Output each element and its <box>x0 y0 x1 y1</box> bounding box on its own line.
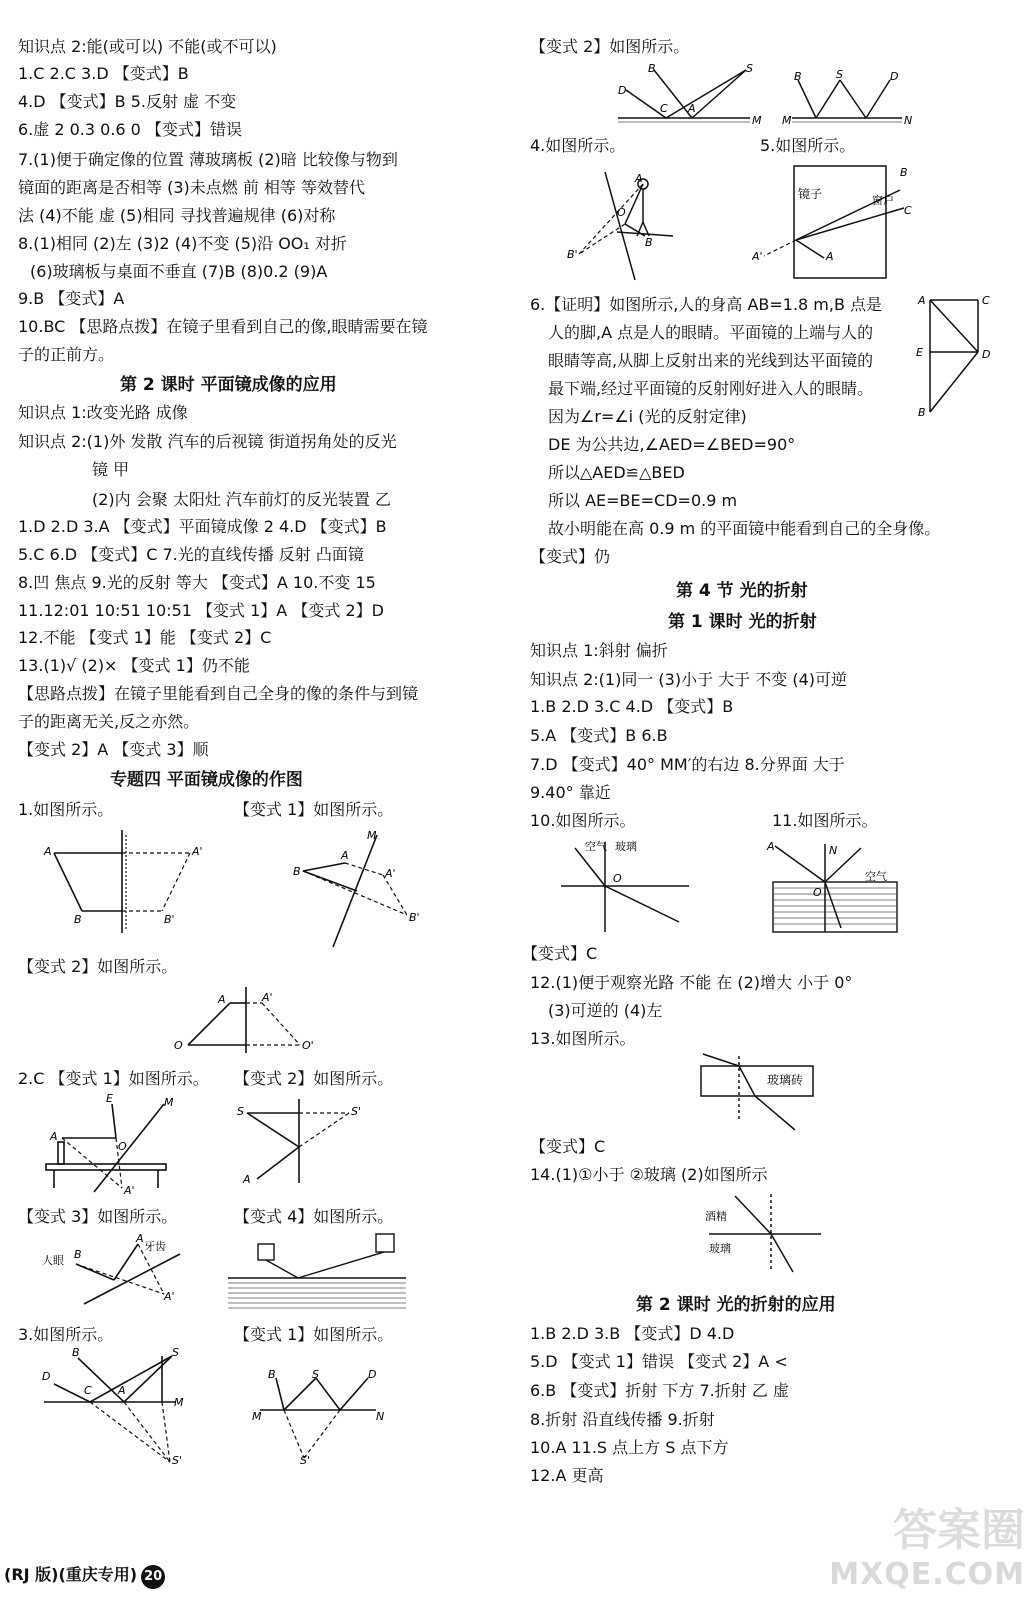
svg-text:A: A <box>50 1130 58 1143</box>
text-line: 【变式 1】如图所示。 <box>234 1325 394 1344</box>
svg-text:C: C <box>660 102 668 115</box>
figure-2-variant-1 <box>40 1092 180 1200</box>
figure-1-variant-1 <box>285 825 425 950</box>
section-title: 专题四 平面镜成像的作图 <box>110 770 303 790</box>
svg-text:B: B <box>72 1348 80 1359</box>
svg-text:A: A <box>918 294 926 307</box>
figure-14-right <box>705 1192 825 1274</box>
text-line: 14.(1)①小于 ②玻璃 (2)如图所示 <box>530 1165 768 1184</box>
figure-2-variant-4 <box>228 1230 408 1312</box>
svg-text:E: E <box>916 346 923 359</box>
figure-6-right <box>910 292 1000 420</box>
text-line: 【变式 2】如图所示。 <box>530 37 690 56</box>
figure-13-right <box>695 1052 825 1134</box>
figure-4-right <box>565 162 675 282</box>
svg-text:A: A <box>688 102 696 115</box>
figure-5-right <box>752 162 922 282</box>
text-line: 所以 AE=BE=CD=0.9 m <box>548 491 738 510</box>
text-line: 镜 甲 <box>92 460 130 479</box>
svg-text:A: A <box>243 1173 251 1185</box>
text-line: 13.如图所示。 <box>530 1029 636 1048</box>
svg-text:B: B <box>900 166 908 179</box>
svg-text:A: A <box>826 250 834 263</box>
svg-text:O: O <box>613 872 622 885</box>
text-line: 镜面的距离是否相等 (3)未点燃 前 相等 等效替代 <box>18 178 366 197</box>
text-line: 5.D 【变式 1】错误 【变式 2】A < <box>530 1352 788 1371</box>
svg-text:玻璃: 玻璃 <box>615 840 637 853</box>
svg-text:N: N <box>904 114 912 127</box>
svg-text:D: D <box>890 70 899 83</box>
svg-text:玻璃砖: 玻璃砖 <box>767 1073 804 1087</box>
svg-text:M: M <box>782 114 792 127</box>
text-line: 13.(1)√ (2)× 【变式 1】仍不能 <box>18 656 250 675</box>
svg-text:O: O <box>813 886 822 899</box>
svg-text:B': B' <box>567 248 578 261</box>
text-line: 4.如图所示。 <box>530 136 626 155</box>
text-line: 5.如图所示。 <box>760 136 856 155</box>
svg-text:D: D <box>982 348 991 361</box>
text-line: 1.B 2.D 3.C 4.D 【变式】B <box>530 697 734 716</box>
svg-text:S: S <box>746 62 753 75</box>
text-line: 知识点 1:斜射 偏折 <box>530 641 668 660</box>
svg-text:A': A' <box>752 250 763 263</box>
svg-text:O: O <box>174 1039 183 1052</box>
text-line: 12.(1)便于观察光路 不能 在 (2)增大 小于 0° <box>530 973 853 992</box>
text-line: 8.(1)相同 (2)左 (3)2 (4)不变 (5)沿 OO₁ 对折 <box>18 234 347 253</box>
text-line: 6.B 【变式】折射 下方 7.折射 乙 虚 <box>530 1381 789 1400</box>
text-line: 子的距离无关,反之亦然。 <box>18 712 200 731</box>
svg-text:A': A' <box>164 1290 175 1303</box>
text-line: 7.D 【变式】40° MM′的右边 8.分界面 大于 <box>530 755 845 774</box>
text-line: 故小明能在高 0.9 m 的平面镜中能看到自己的全身像。 <box>548 519 941 538</box>
figure-variant-2-right <box>612 62 912 130</box>
text-line: 1.如图所示。 <box>18 800 114 819</box>
page-number: 20 <box>141 1565 165 1589</box>
text-line: 【变式 3】如图所示。 <box>18 1207 178 1226</box>
svg-text:S': S' <box>300 1454 311 1465</box>
figure-1-variant-2 <box>168 985 328 1055</box>
footer-text: (RJ 版)(重庆专用) <box>4 1565 138 1584</box>
text-line: 知识点 2:(1)同一 (3)小于 大于 不变 (4)可逆 <box>530 670 847 689</box>
text-line: 9.40° 靠近 <box>530 783 611 802</box>
svg-text:A: A <box>136 1232 144 1245</box>
svg-text:A: A <box>218 993 226 1006</box>
svg-text:S': S' <box>351 1105 362 1118</box>
svg-text:A: A <box>118 1384 126 1397</box>
svg-text:M: M <box>252 1410 262 1423</box>
text-line: 11.如图所示。 <box>772 811 878 830</box>
watermark-logo: 答案圈 <box>893 1505 1025 1556</box>
svg-text:E: E <box>106 1092 113 1105</box>
section-title: 第 2 课时 平面镜成像的应用 <box>120 375 337 395</box>
svg-text:N: N <box>376 1410 385 1423</box>
footer <box>4 1562 165 1589</box>
text-line: 12.不能 【变式 1】能 【变式 2】C <box>18 628 272 647</box>
text-line: 5.C 6.D 【变式】C 7.光的直线传播 反射 凸面镜 <box>18 545 364 564</box>
figure-1 <box>40 825 230 935</box>
svg-text:M: M <box>752 114 762 127</box>
svg-text:M: M <box>174 1396 184 1409</box>
figure-10-right <box>555 836 695 936</box>
svg-text:B: B <box>74 1248 82 1261</box>
section-title: 第 2 课时 光的折射的应用 <box>636 1295 836 1315</box>
svg-text:M: M <box>367 829 377 842</box>
text-line: (2)内 会聚 太阳灶 汽车前灯的反光装置 乙 <box>92 490 392 509</box>
text-line: 4.D 【变式】B 5.反射 虚 不变 <box>18 92 237 111</box>
svg-text:S': S' <box>172 1454 183 1467</box>
text-line: 因为∠r=∠i (光的反射定律) <box>548 407 747 426</box>
text-line: 6.【证明】如图所示,人的身高 AB=1.8 m,B 点是 <box>530 295 883 314</box>
svg-text:B': B' <box>409 911 420 924</box>
svg-text:A: A <box>767 840 775 853</box>
svg-text:窗户: 窗户 <box>872 194 894 207</box>
section-title: 第 1 课时 光的折射 <box>668 612 817 632</box>
text-line: 1.C 2.C 3.D 【变式】B <box>18 64 189 83</box>
svg-text:C: C <box>84 1384 92 1397</box>
text-line: 9.B 【变式】A <box>18 289 125 308</box>
text-line: 人的脚,A 点是人的眼睛。平面镜的上端与人的 <box>548 323 874 342</box>
text-line: 【变式 1】如图所示。 <box>234 800 394 819</box>
text-line: 8.凹 焦点 9.光的反射 等大 【变式】A 10.不变 15 <box>18 573 376 592</box>
svg-text:B: B <box>74 913 82 926</box>
svg-text:O: O <box>617 206 626 219</box>
watermark-url: MXQE.COM <box>829 1557 1025 1592</box>
svg-text:M: M <box>164 1096 174 1109</box>
text-line: 所以△AED≌△BED <box>548 463 685 482</box>
text-line: 知识点 2:能(或可以) 不能(或不可以) <box>18 37 277 56</box>
text-line: 8.折射 沿直线传播 9.折射 <box>530 1410 715 1429</box>
figure-3-variant-1 <box>252 1370 392 1465</box>
text-line: 【变式 2】A 【变式 3】顺 <box>18 740 209 759</box>
text-line: 5.A 【变式】B 6.B <box>530 726 668 745</box>
text-line: 【变式】仍 <box>530 547 611 566</box>
svg-text:酒精: 酒精 <box>705 1210 727 1223</box>
text-line: (6)玻璃板与桌面不垂直 (7)B (8)0.2 (9)A <box>30 262 328 281</box>
svg-text:B: B <box>794 70 802 83</box>
svg-text:A': A' <box>262 991 273 1004</box>
svg-text:B: B <box>648 62 656 75</box>
figure-11-right <box>765 836 905 936</box>
text-line: 知识点 2:(1)外 发散 汽车的后视镜 街道拐角处的反光 <box>18 432 397 451</box>
svg-text:S: S <box>237 1105 244 1118</box>
svg-text:O: O <box>118 1140 127 1153</box>
svg-text:C: C <box>982 294 990 307</box>
svg-text:C: C <box>904 204 912 217</box>
text-line: 【变式 2】如图所示。 <box>18 957 178 976</box>
text-line: 【变式】C <box>522 944 598 963</box>
figure-2-variant-2 <box>235 1095 375 1185</box>
svg-text:D: D <box>618 84 627 97</box>
text-line: 3.如图所示。 <box>18 1325 114 1344</box>
text-line: 10.BC 【思路点拨】在镜子里看到自己的像,眼睛需要在镜 <box>18 317 428 336</box>
text-line: (3)可逆的 (4)左 <box>548 1001 663 1020</box>
text-line: 7.(1)便于确定像的位置 薄玻璃板 (2)暗 比较像与物到 <box>18 150 398 169</box>
svg-text:玻璃: 玻璃 <box>709 1242 731 1255</box>
text-line: 12.A 更高 <box>530 1466 604 1485</box>
svg-text:A': A' <box>192 845 203 858</box>
svg-text:A: A <box>44 845 52 858</box>
text-line: 1.D 2.D 3.A 【变式】平面镜成像 2 4.D 【变式】B <box>18 517 387 536</box>
text-line: 【思路点拨】在镜子里能看到自己全身的像的条件与到镜 <box>18 684 419 703</box>
svg-text:B: B <box>268 1370 276 1381</box>
svg-text:O': O' <box>302 1039 314 1052</box>
section-title: 第 4 节 光的折射 <box>676 581 808 601</box>
text-line: 【变式】C <box>530 1137 606 1156</box>
text-line: 6.虚 2 0.3 0.6 0 【变式】错误 <box>18 120 242 139</box>
svg-text:A: A <box>341 849 349 862</box>
svg-text:镜子: 镜子 <box>798 187 823 201</box>
svg-text:S: S <box>836 68 843 81</box>
text-line: DE 为公共边,∠AED=∠BED=90° <box>548 435 796 454</box>
svg-text:B': B' <box>164 913 175 926</box>
svg-text:B: B <box>918 406 926 419</box>
svg-text:牙齿: 牙齿 <box>144 1240 166 1253</box>
text-line: 眼睛等高,从脚上反射出来的光线到达平面镜的 <box>548 351 874 370</box>
svg-text:D: D <box>42 1370 51 1383</box>
svg-text:A': A' <box>124 1184 135 1197</box>
text-line: 1.B 2.D 3.B 【变式】D 4.D <box>530 1324 735 1343</box>
figure-2-variant-3 <box>40 1232 190 1312</box>
text-line: 知识点 1:改变光路 成像 <box>18 403 188 422</box>
figure-3 <box>40 1348 190 1468</box>
svg-text:S: S <box>312 1370 319 1381</box>
svg-text:B: B <box>293 865 301 878</box>
svg-text:S: S <box>172 1348 179 1359</box>
text-line: 10.A 11.S 点上方 S 点下方 <box>530 1438 729 1457</box>
svg-text:N: N <box>829 844 838 857</box>
text-line: 【变式 4】如图所示。 <box>234 1207 394 1226</box>
svg-text:D: D <box>368 1370 377 1381</box>
text-line: 2.C 【变式 1】如图所示。 <box>18 1069 209 1088</box>
svg-text:A': A' <box>385 867 396 880</box>
svg-text:A: A <box>635 172 643 185</box>
svg-text:空气: 空气 <box>865 870 887 883</box>
svg-text:空气: 空气 <box>585 840 607 853</box>
text-line: 最下端,经过平面镜的反射刚好进入人的眼睛。 <box>548 379 874 398</box>
text-line: 法 (4)不能 虚 (5)相同 寻找普遍规律 (6)对称 <box>18 206 336 225</box>
text-line: 【变式 2】如图所示。 <box>234 1069 394 1088</box>
text-line: 11.12:01 10:51 10:51 【变式 1】A 【变式 2】D <box>18 601 384 620</box>
eye-label: 人眼 <box>42 1254 64 1267</box>
text-line: 10.如图所示。 <box>530 811 636 830</box>
text-line: 子的正前方。 <box>18 345 115 364</box>
svg-text:B: B <box>645 236 653 249</box>
